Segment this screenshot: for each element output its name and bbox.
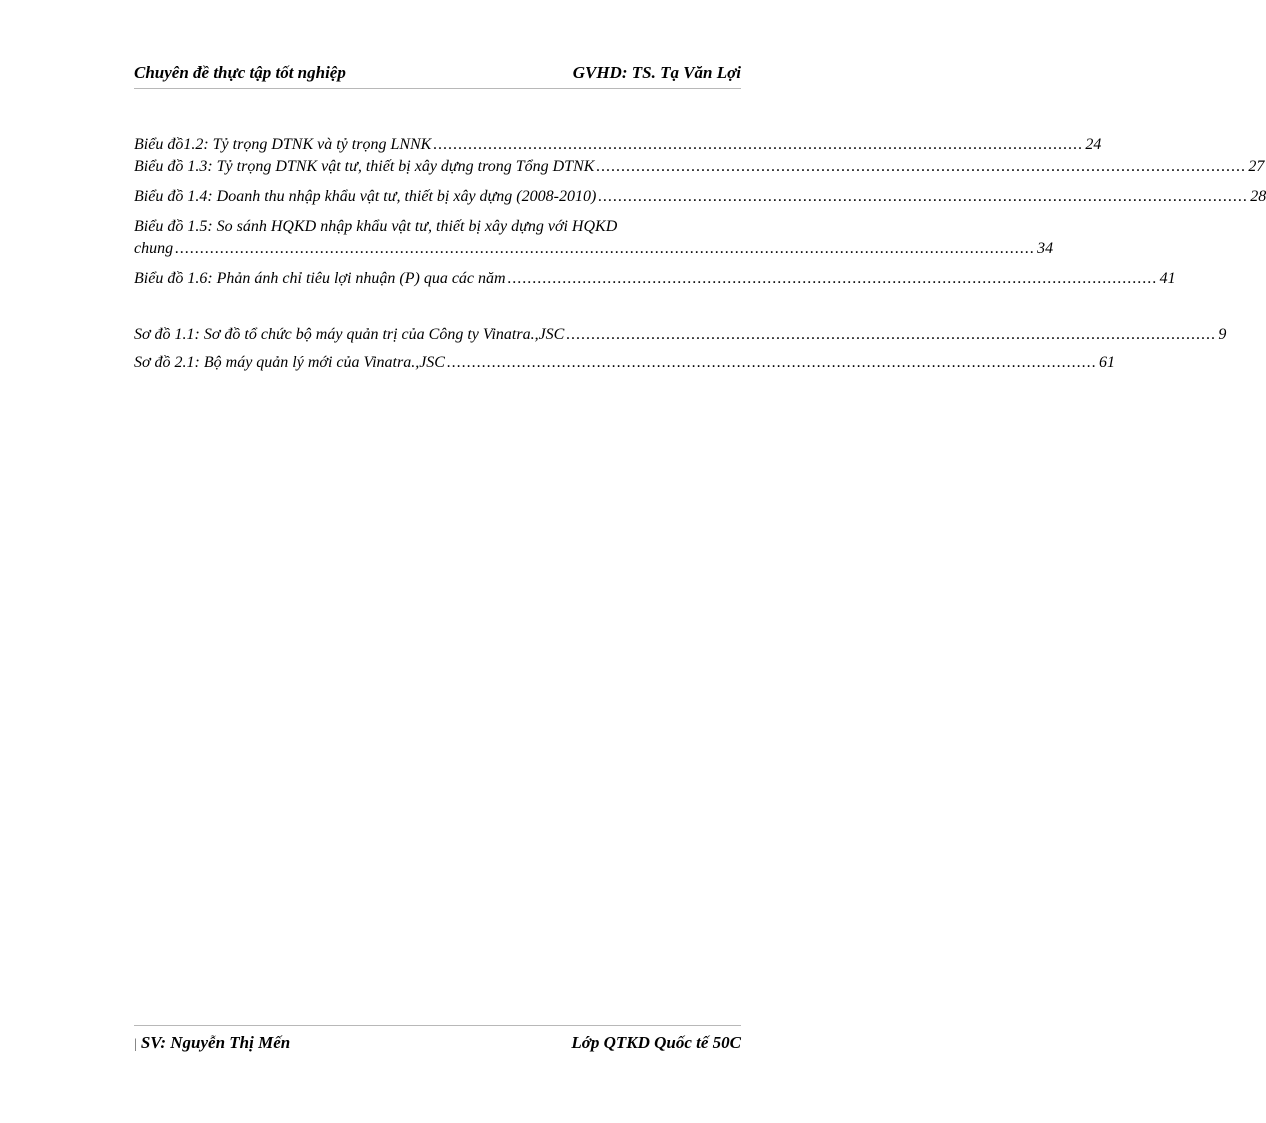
dot-leader: .................................................................................................................................. [446, 354, 1097, 371]
toc-page-number: 34 [1037, 240, 1054, 257]
toc-page-number: 28 [1250, 188, 1266, 205]
toc-label: Sơ đồ 1.1: Sơ đồ tổ chức bộ máy quản trị của Công ty Vinatra.,JSC [134, 326, 565, 343]
toc-entry-chart-1-6[interactable] [134, 268, 1176, 290]
toc-entry-chart-1-5[interactable] [134, 216, 1054, 260]
toc-entry-chart-1-2[interactable] [134, 134, 1102, 156]
header-left-title: Chuyên đề thực tập tốt nghiệp [134, 63, 346, 82]
toc-entry-diagram-1-1[interactable] [134, 324, 1227, 346]
toc-label: Sơ đồ 2.1: Bộ máy quản lý mới của Vinatra.,JSC [134, 354, 445, 371]
toc-label: Biểu đồ 1.5: So sánh HQKD nhập khẩu vật tư, thiết bị xây dựng với HQKD [134, 218, 618, 235]
toc-label: Biểu đồ 1.4: Doanh thu nhập khẩu vật tư, thiết bị xây dựng (2008-2010) [134, 188, 597, 205]
table-of-figures [134, 134, 1266, 374]
toc-entry-diagram-2-1[interactable] [134, 352, 1115, 374]
dot-leader: .................................................................................................................................. [433, 136, 1084, 153]
toc-page-number: 41 [1159, 270, 1176, 287]
toc-entry-chart-1-3[interactable] [134, 156, 1265, 178]
footer-student-name: SV: Nguyễn Thị Mến [140, 1033, 291, 1052]
dot-leader: .................................................................................................................................. [598, 188, 1249, 205]
header-right-advisor: GVHD: TS. Tạ Văn Lợi [572, 63, 741, 82]
toc-entry-chart-1-4[interactable] [134, 186, 1266, 208]
footer-class-name: Lớp QTKD Quốc tế 50C [571, 1033, 741, 1052]
toc-page-number: 27 [1248, 158, 1265, 175]
footer-separator: | [134, 1037, 137, 1052]
dot-leader: .................................................................................................................................. [507, 270, 1158, 287]
dot-leader: .................................................................................................................................. [596, 158, 1247, 175]
page-footer [134, 1025, 741, 1060]
footer-left [134, 1033, 290, 1053]
toc-page-number: 9 [1218, 326, 1227, 343]
toc-label: Biểu đồ 1.3: Tỷ trọng DTNK vật tư, thiết bị xây dựng trong Tổng DTNK [134, 158, 595, 175]
dot-leader: ............................................................................................................................................................................ [175, 240, 1036, 257]
dot-leader: .................................................................................................................................. [566, 326, 1217, 343]
toc-label-continued: chung [134, 240, 174, 257]
toc-page-number: 24 [1085, 136, 1102, 153]
toc-page-number: 61 [1098, 354, 1115, 371]
toc-label: Biểu đồ 1.6: Phản ánh chỉ tiêu lợi nhuận (P) qua các năm [134, 270, 506, 287]
toc-label: Biểu đồ1.2: Tỷ trọng DTNK và tỷ trọng LNNK [134, 136, 432, 153]
page-header [134, 60, 741, 89]
